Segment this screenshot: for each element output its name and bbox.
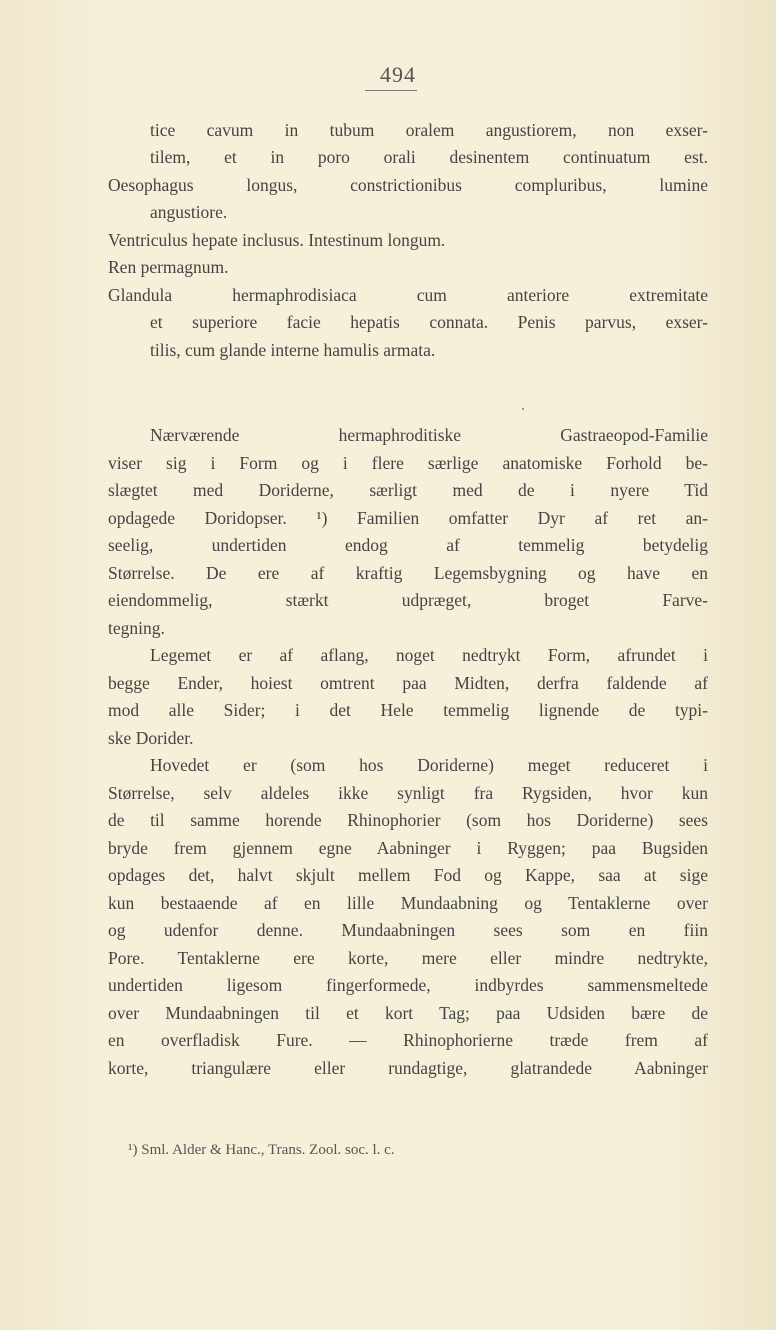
text-line: Glandula hermaphrodisiaca cum anteriore extremitate <box>108 285 708 305</box>
text-line: en overfladisk Fure. — Rhinophorierne træde frem af <box>108 1030 708 1050</box>
text-line: et superiore facie hepatis connata. Penis parvus, exser- <box>150 312 708 332</box>
text-line: Størrelse, selv aldeles ikke synligt fra Rygsiden, hvor kun <box>108 783 708 803</box>
text-line: opdages det, halvt skjult mellem Fod og Kappe, saa at sige <box>108 865 708 885</box>
text-line: opdagede Doridopser. ¹) Familien omfatter Dyr af ret an- <box>108 508 708 528</box>
text-line: undertiden ligesom fingerformede, indbyrdes sammensmeltede <box>108 975 708 995</box>
text-line: Ren permagnum. <box>108 257 229 277</box>
text-line: tice cavum in tubum oralem angustiorem, non exser- <box>150 120 708 140</box>
text-line: begge Ender, hoiest omtrent paa Midten, derfra faldende af <box>108 673 708 693</box>
text-line: og udenfor denne. Mundaabningen sees som en fiin <box>108 920 708 940</box>
text-line: over Mundaabningen til et kort Tag; paa Udsiden bære de <box>108 1003 708 1023</box>
text-line: slægtet med Doriderne, særligt med de i nyere Tid <box>108 480 708 500</box>
page-number: 494 <box>380 62 416 87</box>
text-line: seelig, undertiden endog af temmelig betydelig <box>108 535 708 555</box>
footnote: ¹) Sml. Alder & Hanc., Trans. Zool. soc. l. c. <box>128 1142 395 1158</box>
text-line: korte, triangulære eller rundagtige, glatrandede Aabninger <box>108 1058 708 1078</box>
text-line: Ventriculus hepate inclusus. Intestinum longum. <box>108 230 446 250</box>
text-line: tilem, et in poro orali desinentem continuatum est. <box>150 147 708 167</box>
text-line: Legemet er af aflang, noget nedtrykt Form, afrundet i <box>150 645 708 665</box>
text-line: eiendommelig, stærkt udpræget, broget Farve- <box>108 590 708 610</box>
text-line: tilis, cum glande interne hamulis armata. <box>150 340 436 360</box>
text-line: mod alle Sider; i det Hele temmelig lignende de typi- <box>108 700 708 720</box>
paper-speck <box>522 408 524 410</box>
text-line: de til samme horende Rhinophorier (som hos Doriderne) sees <box>108 810 708 830</box>
text-line: Størrelse. De ere af kraftig Legemsbygning og have en <box>108 563 708 583</box>
text-line: Pore. Tentaklerne ere korte, mere eller mindre nedtrykte, <box>108 948 708 968</box>
text-line: ske Dorider. <box>108 728 194 748</box>
text-line: viser sig i Form og i flere særlige anatomiske Forhold be- <box>108 453 708 473</box>
page-number-rule <box>365 90 417 91</box>
text-line: kun bestaaende af en lille Mundaabning og Tentaklerne over <box>108 893 708 913</box>
text-line: angustiore. <box>150 202 228 222</box>
text-line: Oesophagus longus, constrictionibus compluribus, lumine <box>108 175 708 195</box>
text-line: tegning. <box>108 618 165 638</box>
text-line: Hovedet er (som hos Doriderne) meget reduceret i <box>150 755 708 775</box>
text-line: Nærværende hermaphroditiske Gastraeopod-Familie <box>150 425 708 445</box>
text-line: bryde frem gjennem egne Aabninger i Ryggen; paa Bugsiden <box>108 838 708 858</box>
